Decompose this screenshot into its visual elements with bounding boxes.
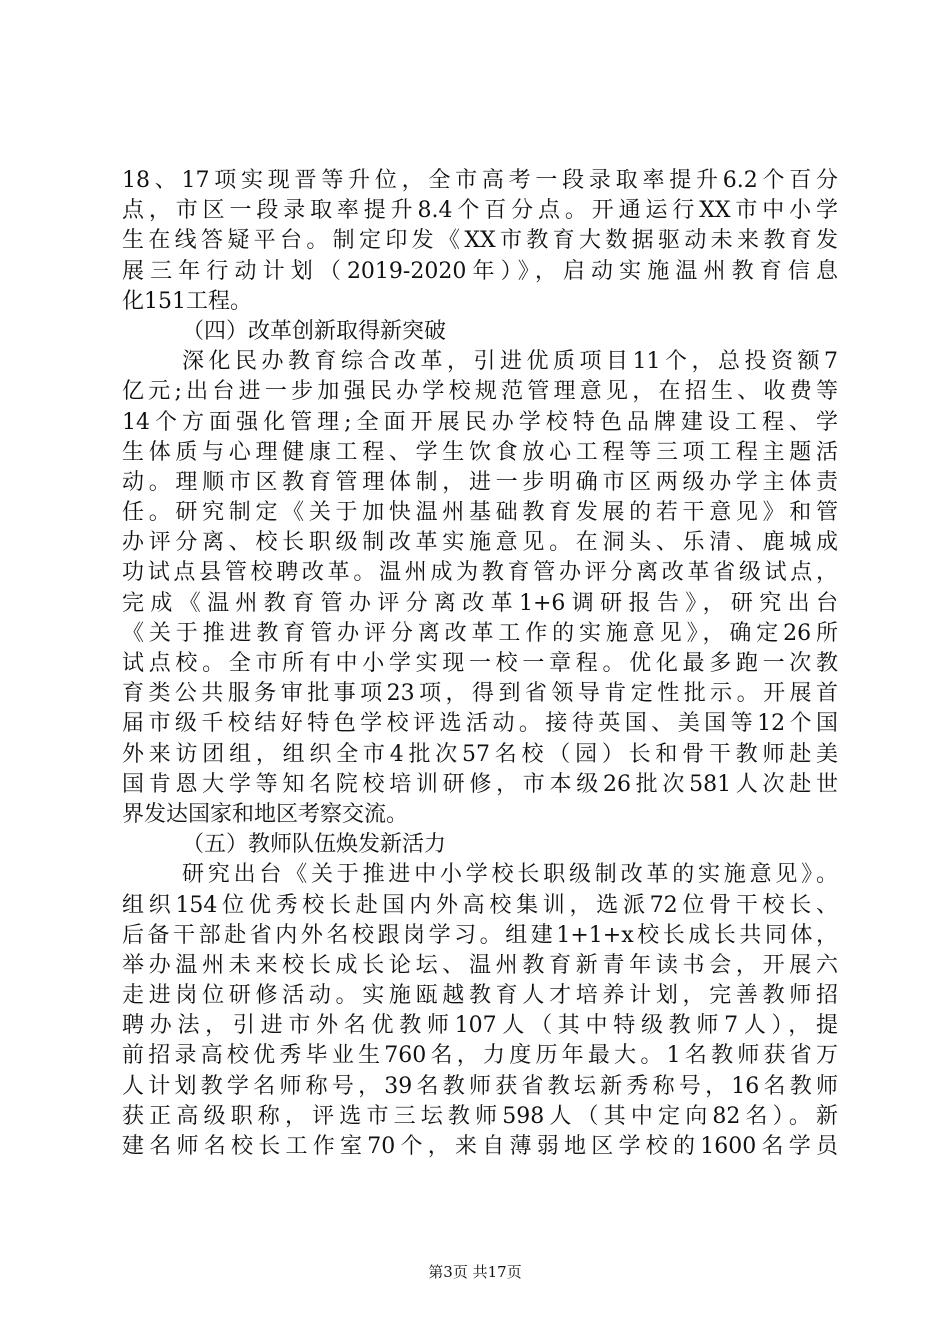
text-line: 研究出台《关于推进中小学校长职级制改革的实施意见》。	[182, 862, 838, 888]
text-line: 点，市区一段录取率提升8.4个百分点。开通运行XX市中小学	[122, 198, 838, 224]
text-line: 化151工程。	[122, 288, 252, 314]
text-line: 任。研究制定《关于加快温州基础教育发展的若干意见》和管	[122, 500, 838, 526]
text-line: 展三年行动计划（2019-2020年）》，启动实施温州教育信息	[122, 258, 838, 284]
text-line: 组织154位优秀校长赴国内外高校集训，选派72位骨干校长、	[122, 892, 838, 918]
text-line: 届市级千校结好特色学校评选活动。接待英国、美国等12个国	[122, 711, 838, 737]
text-line: 办评分离、校长职级制改革实施意见。在洞头、乐清、鹿城成	[122, 530, 838, 556]
text-line: 深化民办教育综合改革，引进优质项目11个，总投资额7	[182, 349, 838, 375]
text-line: 完成《温州教育管办评分离改革1+6调研报告》，研究出台	[122, 590, 838, 616]
text-line: 后备干部赴省内外名校跟岗学习。组建1+1+x校长成长共同体，	[122, 922, 838, 948]
text-line: 功试点县管校聘改革。温州成为教育管办评分离改革省级试点，	[122, 560, 838, 586]
text-line: 生体质与心理健康工程、学生饮食放心工程等三项工程主题活	[122, 439, 838, 465]
text-line: 《关于推进教育管办评分离改革工作的实施意见》，确定26所	[122, 620, 838, 646]
page-footer: 第3页 共17页	[428, 1263, 522, 1281]
text-line: 生在线答疑平台。制定印发《XX市教育大数据驱动未来教育发	[122, 228, 838, 254]
text-line: 获正高级职称，评选市三坛教师598人（其中定向82名）。新	[122, 1103, 838, 1129]
text-line: 前招录高校优秀毕业生760名，力度历年最大。1名教师获省万	[122, 1043, 838, 1069]
text-line: 育类公共服务审批事项23项，得到省领导肯定性批示。开展首	[122, 681, 838, 707]
text-line: 举办温州未来校长成长论坛、温州教育新青年读书会，开展六	[122, 952, 838, 978]
text-line: 亿元;出台进一步加强民办学校规范管理意见，在招生、收费等	[122, 379, 838, 405]
text-line: 国肯恩大学等知名院校培训研修，市本级26批次581人次赴世	[122, 771, 838, 797]
text-line: 18、17项实现晋等升位，全市高考一段录取率提升6.2个百分	[122, 168, 838, 193]
text-line: 外来访团组，组织全市4批次57名校（园）长和骨干教师赴美	[122, 741, 838, 767]
text-line: 走进岗位研修活动。实施瓯越教育人才培养计划，完善教师招	[122, 983, 838, 1009]
text-line: 人计划教学名师称号，39名教师获省教坛新秀称号，16名教师	[122, 1073, 838, 1099]
text-line: 界发达国家和地区考察交流。	[122, 801, 409, 827]
body-text	[122, 166, 838, 1162]
text-line: 动。理顺市区教育管理体制，进一步明确市区两级办学主体责	[122, 469, 838, 495]
text-line: 14个方面强化管理;全面开展民办学校特色品牌建设工程、学	[122, 409, 838, 435]
text-line: （五）教师队伍焕发新活力	[182, 832, 447, 858]
text-line: 试点校。全市所有中小学实现一校一章程。优化最多跑一次教	[122, 651, 838, 676]
text-line: （四）改革创新取得新突破	[182, 318, 447, 344]
text-line: 聘办法，引进市外名优教师107人（其中特级教师7人），提	[122, 1013, 838, 1039]
text-line: 建名师名校长工作室70个，来自薄弱地区学校的1600名学员	[122, 1134, 838, 1159]
